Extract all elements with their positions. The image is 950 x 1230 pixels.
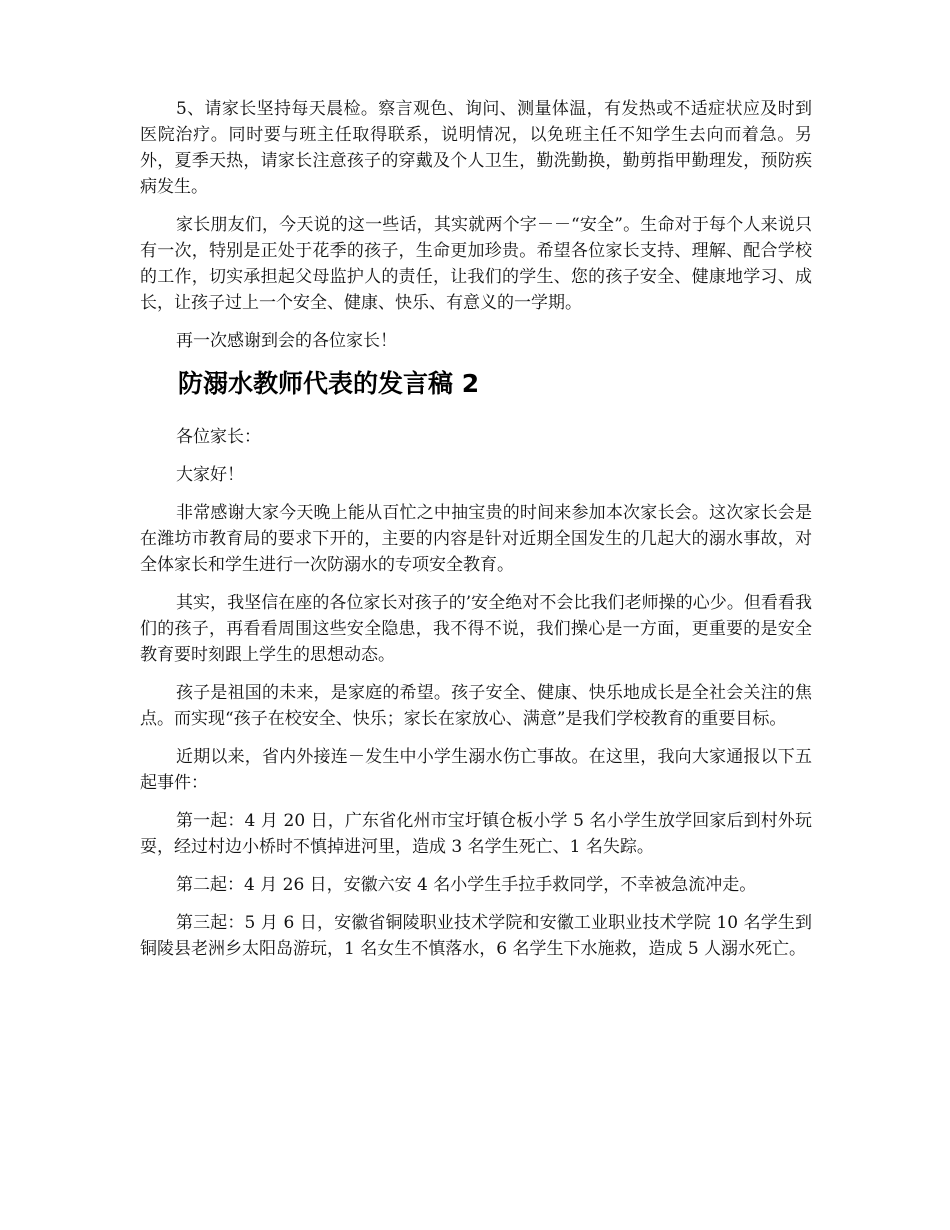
paragraph-greeting: 大家好！ [176,465,244,485]
paragraph-salutation: 各位家长： [176,427,261,447]
paragraph-incident-2: 第二起：4 月 26 日，安徽六安 4 名小学生手拉手救同学，不幸被急流冲走。 [176,875,757,895]
paragraph-school-goal: 孩子是祖国的未来，是家庭的希望。孩子安全、健康、快乐地成长是全社会关注的焦点。而实现“孩子在校安全、快乐；家长在家放心、满意”是我们学校教育的重要目标。 [140,683,812,729]
document-body [140,96,812,974]
paragraph-safety-summary: 家长朋友们，今天说的这一些话，其实就两个字－－“安全”。生命对于每个人来说只有一次，特别是正处于花季的孩子，生命更加珍贵。希望各位家长支持、理解、配合学校的工作，切实承担起父母监护人的责任，让我们的学生、您的孩子安全、健康地学习、成长，让孩子过上一个安全、健康、快乐、有意义的一学期。 [140,215,812,313]
paragraph-meeting-purpose: 非常感谢大家今天晚上能从百忙之中抽宝贵的时间来参加本次家长会。这次家长会是在潍坊市教育局的要求下开的，主要的内容是针对近期全国发生的几起大的溺水事故，对全体家长和学生进行一次防溺水的专项安全教育。 [140,503,812,575]
paragraph-parent-concern: 其实，我坚信在座的各位家长对孩子的’安全绝对不会比我们老师操的心少。但看看我们的孩子，再看看周围这些安全隐患，我不得不说，我们操心是一方面，更重要的是安全教育要时刻跟上学生的思想动态。 [140,593,812,665]
paragraph-incident-3: 第三起：5 月 6 日，安徽省铜陵职业技术学院和安徽工业职业技术学院 10 名学生到铜陵县老洲乡太阳岛游玩，1 名女生不慎落水，6 名学生下水施救，造成 5 人溺水死亡。 [140,913,812,959]
section-heading: 防溺水教师代表的发言稿 2 [178,369,480,398]
paragraph-thanks: 再一次感谢到会的各位家长！ [176,331,397,351]
paragraph-incidents-intro: 近期以来，省内外接连－发生中小学生溺水伤亡事故。在这里，我向大家通报以下五起事件： [140,747,812,793]
paragraph-morning-check: 5、请家长坚持每天晨检。察言观色、询问、测量体温，有发热或不适症状应及时到医院治疗。同时要与班主任取得联系，说明情况，以免班主任不知学生去向而着急。另外，夏季天热，请家长注意孩子的穿戴及个人卫生，勤洗勤换，勤剪指甲勤理发，预防疾病发生。 [140,99,812,197]
paragraph-incident-1: 第一起：4 月 20 日，广东省化州市宝圩镇仓板小学 5 名小学生放学回家后到村外玩耍，经过村边小桥时不慎掉进河里，造成 3 名学生死亡、1 名失踪。 [140,811,812,857]
